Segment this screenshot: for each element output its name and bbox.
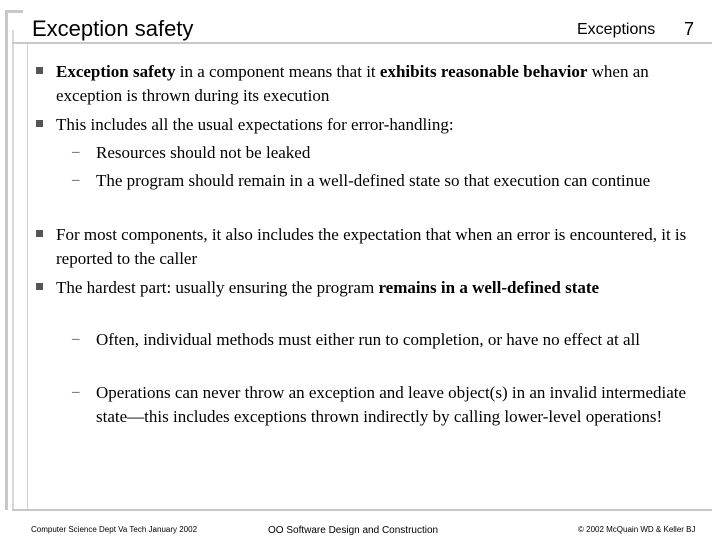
dash-icon: – (72, 331, 80, 347)
footer-rule (12, 509, 712, 511)
dash-icon: – (72, 384, 80, 400)
frame-left-rule (5, 10, 8, 510)
bullet-1 (56, 60, 696, 107)
bullet-square-icon (36, 230, 43, 237)
sub-bullet-2-1: Resources should not be leaked (96, 143, 311, 162)
header-rule (12, 42, 712, 44)
footer-left: Computer Science Dept Va Tech January 2002 (31, 525, 198, 534)
bullet-4 (56, 276, 696, 300)
bullet-1-part-3: exhibits reasonable behavior (379, 62, 588, 81)
page-number: 7 (684, 19, 695, 39)
bullet-2 (56, 113, 696, 137)
bullet-3 (56, 223, 696, 270)
bullet-4-part-1: The hardest part: usually ensuring the program (56, 278, 379, 297)
frame-inner-rule (12, 30, 14, 510)
slide-title: Exception safety (32, 16, 194, 41)
bullet-1-part-1: Exception safety (56, 62, 176, 81)
dash-icon: – (72, 172, 80, 188)
dash-icon: – (72, 144, 80, 160)
sub-bullet-4-1: Often, individual methods must either run to completion, or have no effect at all (96, 330, 641, 349)
sub-bullet-2-2: The program should remain in a well-defined state so that execution can continue (96, 171, 651, 190)
bullet-square-icon (36, 283, 43, 290)
section-name: Exceptions (577, 21, 656, 38)
side-rule (27, 44, 28, 510)
sub-bullet-4-2: Operations can never throw an exception and leave object(s) in an invalid intermediate state—this includes exceptions thrown indirectly by calling lower-level operations! (96, 383, 687, 426)
footer-right: © 2002 McQuain WD & Keller BJ (578, 525, 696, 534)
footer-center: OO Software Design and Construction (268, 525, 439, 536)
bullet-2-text: This includes all the usual expectations for error-handling: (56, 115, 454, 134)
bullet-1-part-4: when an exception is thrown during its execution (56, 62, 649, 105)
bullet-square-icon (36, 67, 43, 74)
bullet-square-icon (36, 120, 43, 127)
bullet-1-part-2: in a component means that it (175, 62, 380, 81)
bullet-4-part-2: remains in a well-defined state (378, 278, 600, 297)
bullet-3-text: For most components, it also includes the expectation that when an error is encountered, it is reported to the caller (56, 225, 687, 268)
